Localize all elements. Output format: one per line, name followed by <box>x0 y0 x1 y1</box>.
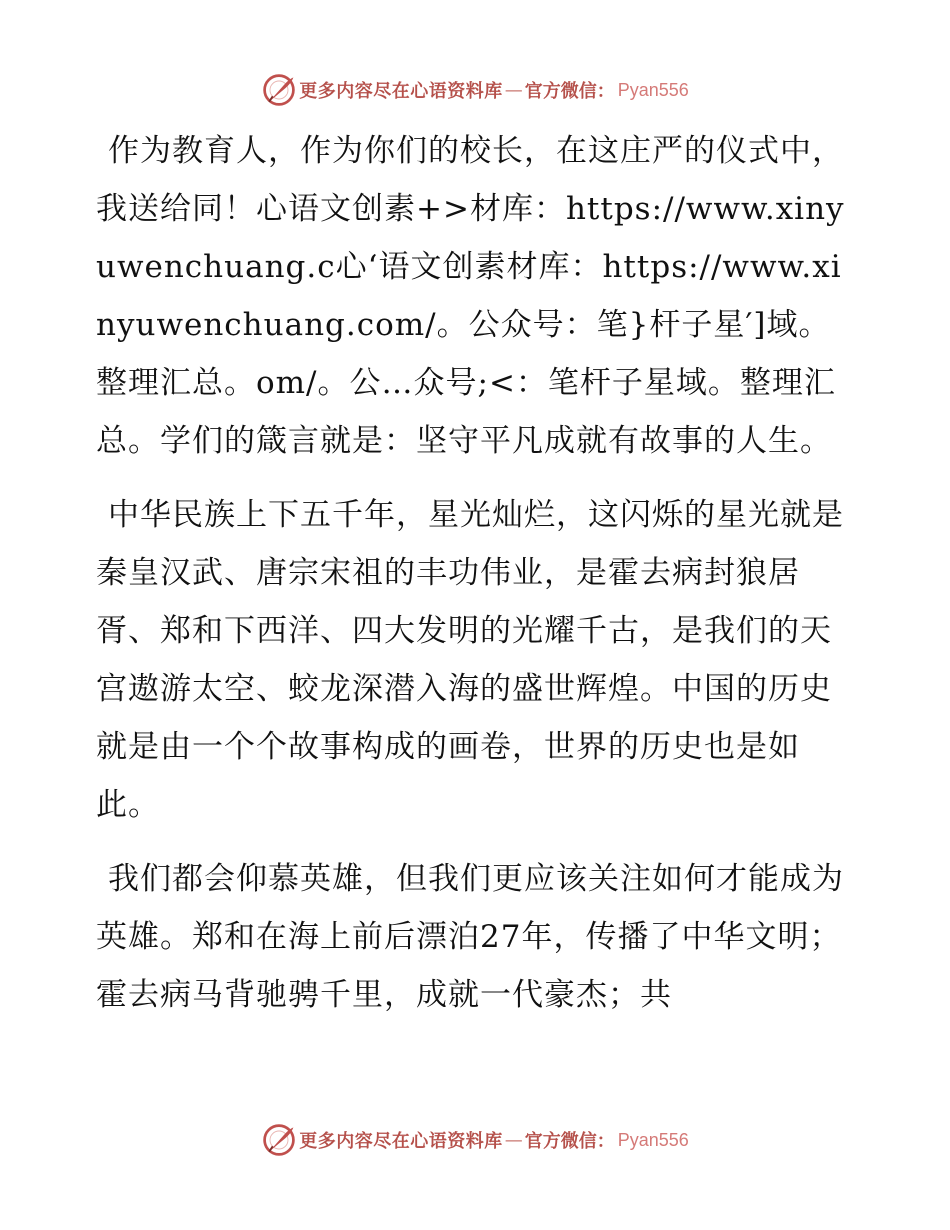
paragraph-2: 中华民族上下五千年，星光灿烂，这闪烁的星光就是秦皇汉武、唐宗宋祖的丰功伟业，是霍去病封狼居胥、郑和下西洋、四大发明的光耀千古，是我们的天宫遨游太空、蛟龙深潜入海的盛世辉煌。中国的历史就是由一个个故事构成的画卷，世界的历史也是如此。 <box>96 497 844 823</box>
footer-banner <box>0 1120 950 1160</box>
paragraph-1: 作为教育人，作为你们的校长，在这庄严的仪式中，我送给同！心语文创素+>材库：https://www.xinyuwenchuang.c心‘语文创素材库：https://www.xinyuwenchuang.com/。公众号：笔}杆子星′]域。整理汇总。om/。公…众号;<：笔杆子星域。整理汇总。学们的箴言就是：坚守平凡成就有故事的人生。 <box>96 133 845 459</box>
header-banner <box>0 70 950 110</box>
paragraph-3: 我们都会仰慕英雄，但我们更应该关注如何才能成为英雄。郑和在海上前后漂泊27年，传播了中华文明；霍去病马背驰骋千里，成就一代豪杰；共 <box>96 861 844 1013</box>
header-contact-id: Pyan556 <box>617 79 689 100</box>
feather-pen-logo-icon <box>261 72 297 108</box>
header-contact-label: 官方微信： <box>524 81 615 102</box>
feather-pen-logo-icon <box>261 1122 297 1158</box>
header-banner-separator: — <box>504 79 523 101</box>
header-banner-text: 更多内容尽在心语资料库 <box>299 81 503 102</box>
footer-banner-text: 更多内容尽在心语资料库 <box>299 1131 503 1152</box>
footer-banner-separator: — <box>504 1129 523 1151</box>
footer-contact-label: 官方微信： <box>524 1131 615 1152</box>
document-body <box>96 122 856 1024</box>
footer-contact-id: Pyan556 <box>617 1129 689 1150</box>
